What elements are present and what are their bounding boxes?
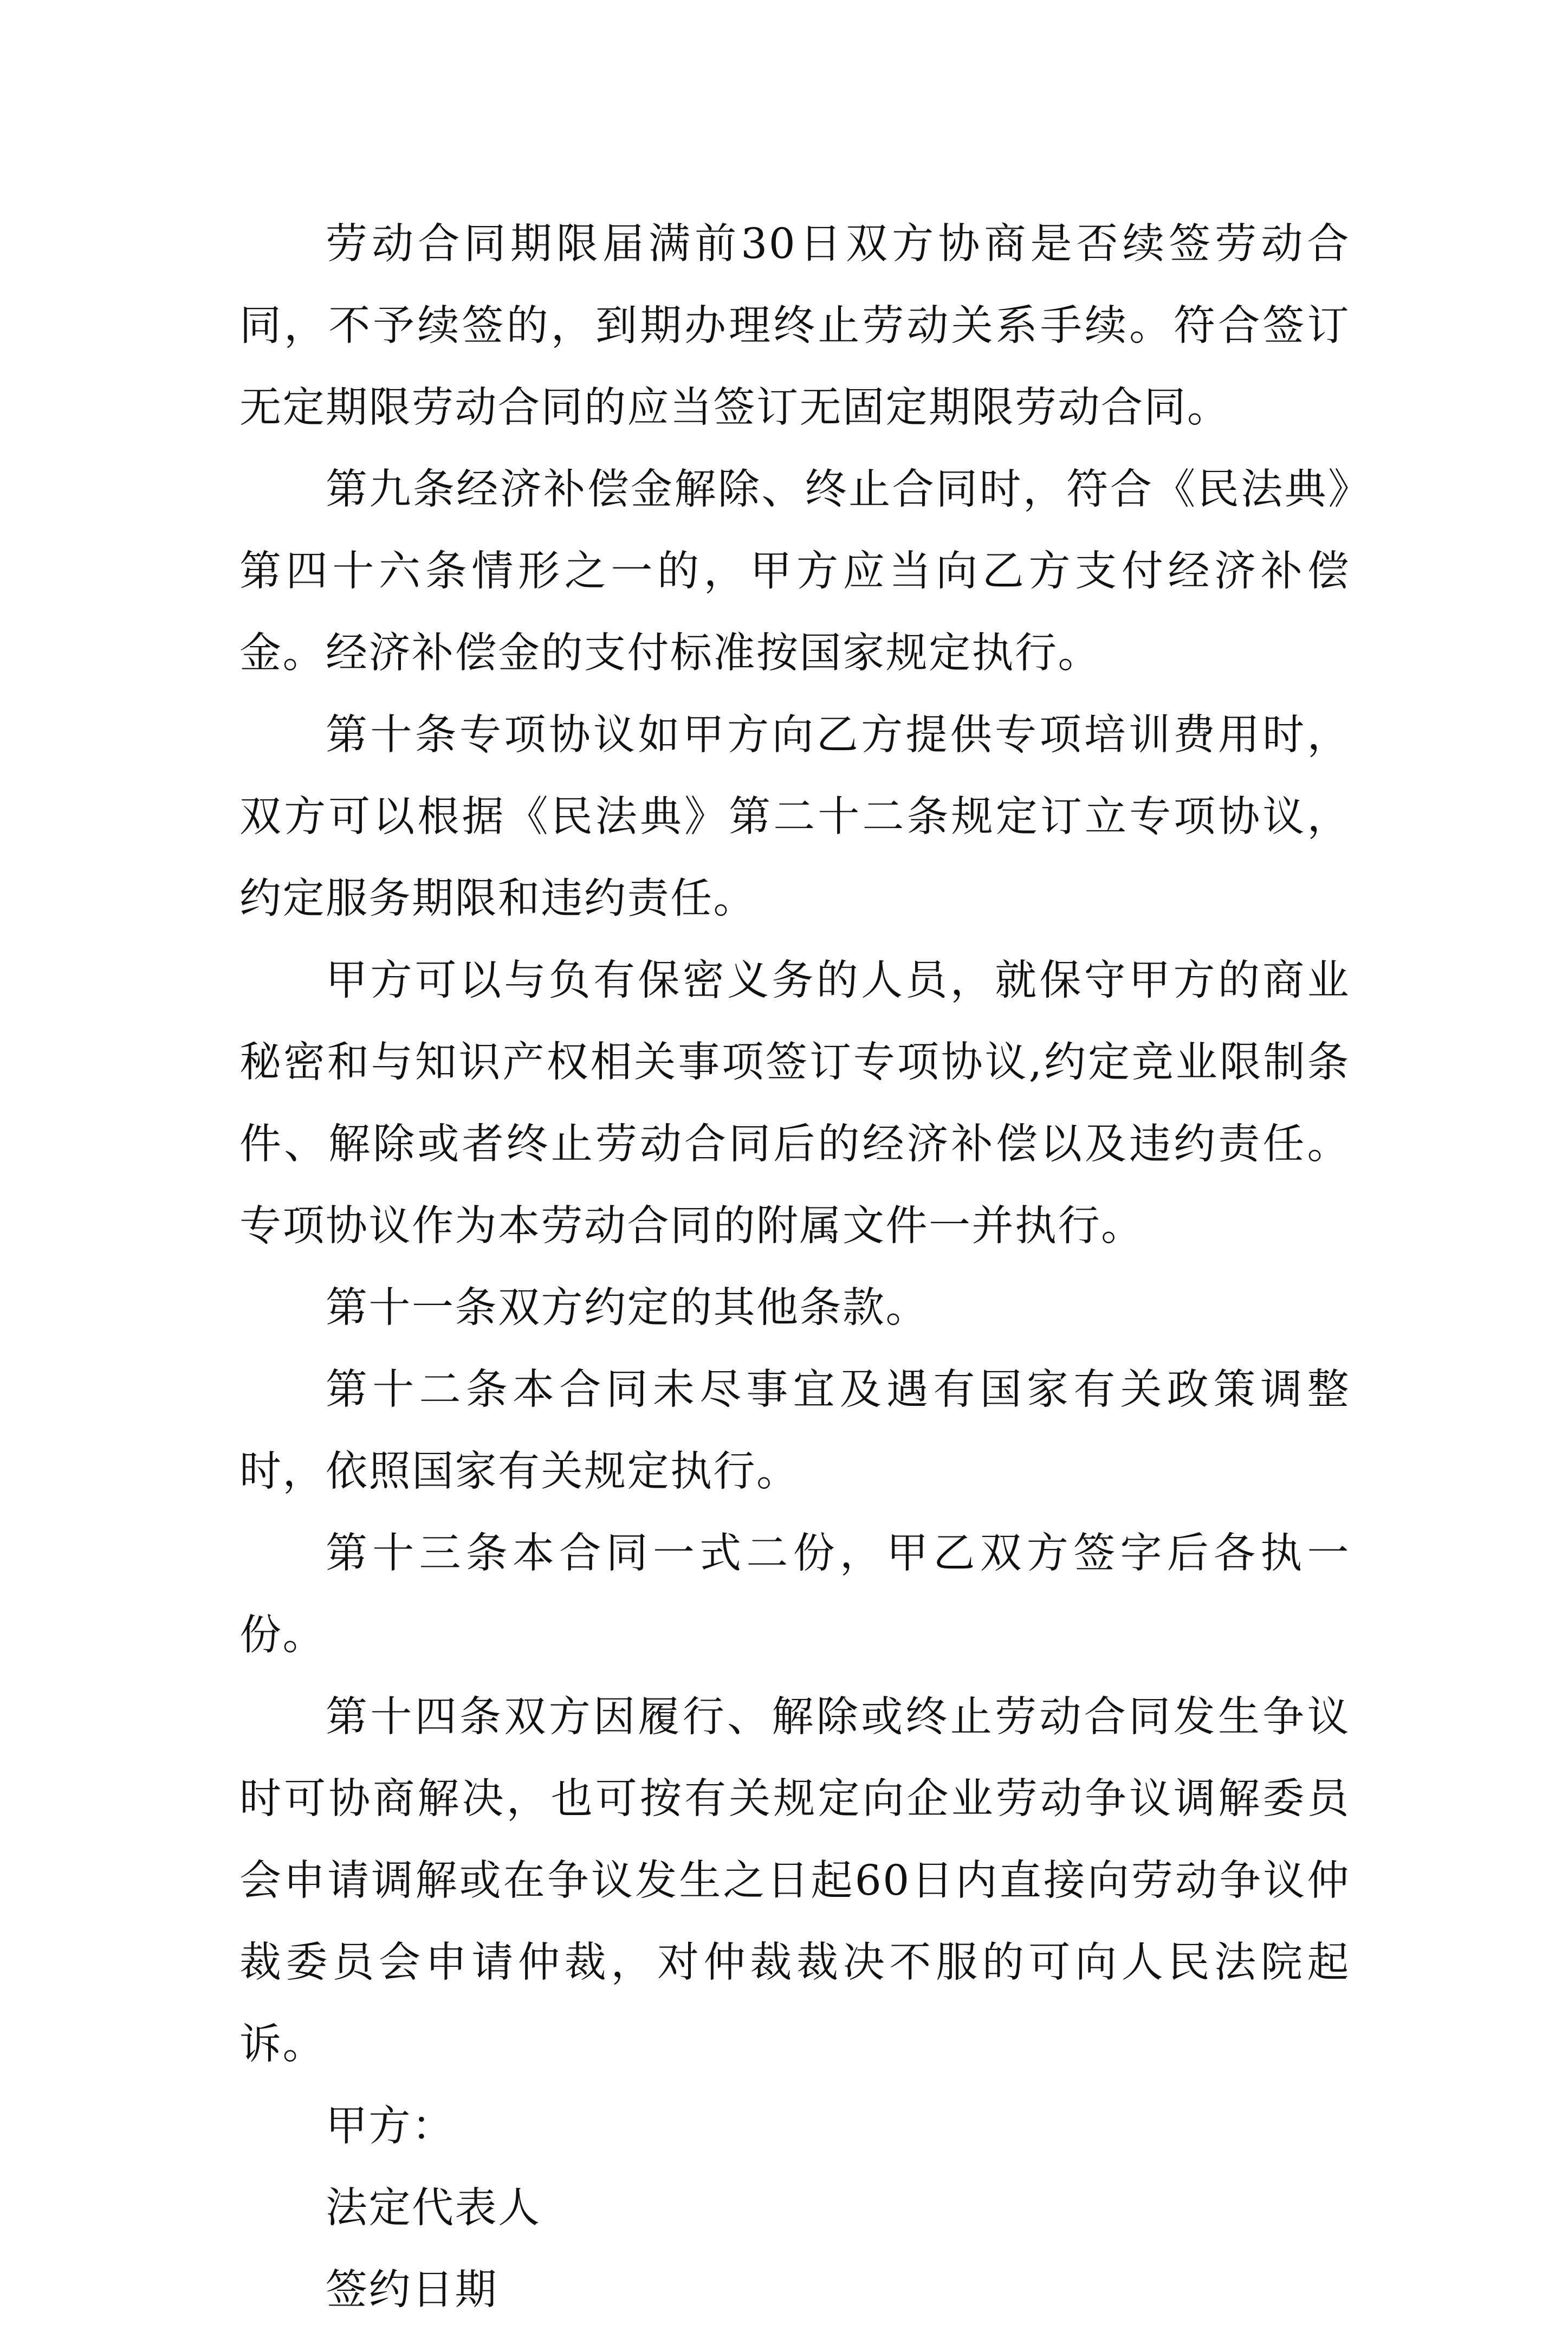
paragraph-article-11: 第十一条双方约定的其他条款。 — [326, 1284, 929, 1332]
paragraph-article-14: 第十四条双方因履行、解除或终止劳动合同发生争议时可协商解决，也可按有关规定向企业劳动争议调解委员会申请调解或在争议发生之日起60日内直接向劳动争议仲裁委员会申请仲裁，对仲裁裁决不服的可向人民法院起诉。 — [239, 1693, 1350, 2069]
signature-legal-representative: 法定代表人 — [326, 2184, 541, 2232]
paragraph-article-12: 第十二条本合同未尽事宜及遇有国家有关政策调整时，依照国家有关规定执行。 — [239, 1366, 1350, 1496]
paragraph-article-13: 第十三条本合同一式二份，甲乙双方签字后各执一份。 — [239, 1529, 1350, 1660]
paragraph-confidentiality: 甲方可以与负有保密义务的人员，就保守甲方的商业秘密和与知识产权相关事项签订专项协议,约定竞业限制条件、解除或者终止劳动合同后的经济补偿以及违约责任。专项协议作为本劳动合同的附属文件一并执行。 — [239, 957, 1350, 1250]
signature-party-a: 甲方： — [326, 2102, 455, 2151]
signature-date: 签约日期 — [326, 2266, 498, 2314]
paragraph-article-9: 第九条经济补偿金解除、终止合同时，符合《民法典》第四十六条情形之一的，甲方应当向乙方支付经济补偿金。经济补偿金的支付标准按国家规定执行。 — [239, 466, 1350, 677]
paragraph-article-10: 第十条专项协议如甲方向乙方提供专项培训费用时，双方可以根据《民法典》第二十二条规定订立专项协议，约定服务期限和违约责任。 — [239, 711, 1350, 923]
paragraph-renewal: 劳动合同期限届满前30日双方协商是否续签劳动合同，不予续签的，到期办理终止劳动关系手续。符合签订无定期限劳动合同的应当签订无固定期限劳动合同。 — [239, 220, 1350, 432]
document-body — [239, 203, 1350, 2331]
